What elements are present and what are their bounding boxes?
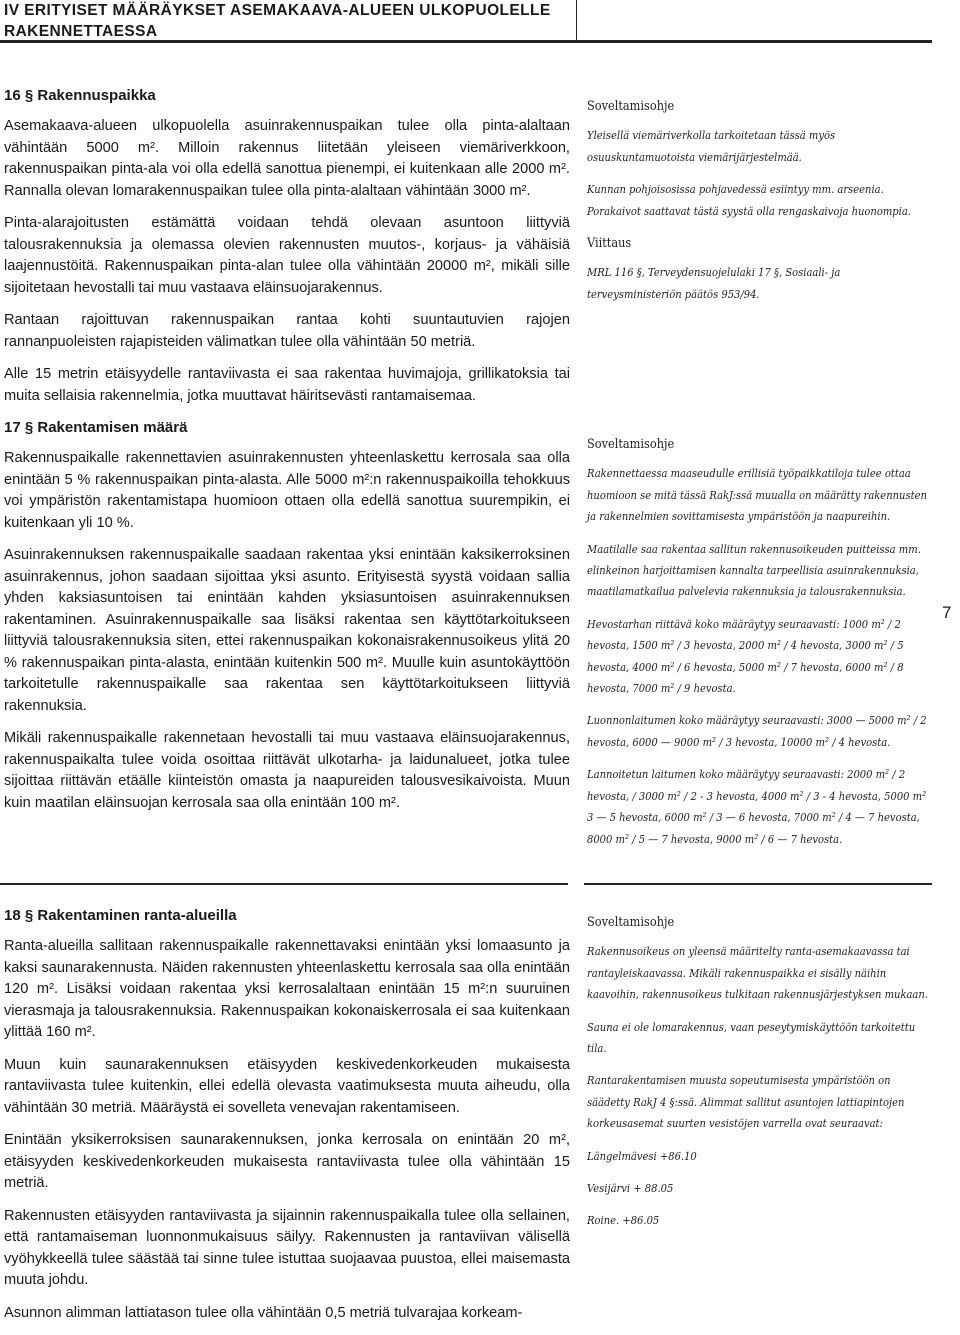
chapter-title-line2: RAKENNETTAESSA [4,23,158,40]
sections-16-17 [4,86,570,825]
side-note: Luonnonlaitumen koko määräytyy seuraavasti: 3000 — 5000 m² / 2 hevosta, 6000 — 9000 m² / 3 hevosta, 10000 m² / 4 hevosta. [587,713,927,749]
side-notes-16 [587,96,931,316]
side-note: Yleisellä viemäriverkolla tarkoitetaan tässä myös osuuskuntamuotoista viemärijärjestelmää. [587,128,836,164]
section-18-paragraph: Enintään yksikerroksisen saunarakennuksen, jonka kerrosala on enintään 20 m², etäisyyden keskivedenkorkeuden mukaisesta rantaviivasta tulee olla vähintään 15 metriä. [4,1132,570,1191]
chapter-title-line1: IV ERITYISET MÄÄRÄYKSET ASEMAKAAVA-ALUEEN ULKOPUOLELLE [4,2,551,19]
side-note: Rantarakentamisen muusta sopeutumisesta ympäristöön on säädetty RakJ 4 §:ssä. Alimmat sallitut asuntojen lattiapintojen korkeusasemat suurten vesistöjen varrella ovat seuraavat: [587,1073,905,1131]
section-16-paragraph: Pinta-alarajoitusten estämättä voidaan tehdä olevaan asuntoon liittyviä talousrakennuksia ja olemassa olevien rakennusten muutos-, korjaus- ja vähäisiä laajennustöitä. Rakennuspaikan pinta-alan tulee olla vähintään 20000 m², mikäli sille sijoitetaan hevostalli tai muu vastaava eläinsuojarakennus. [4,215,570,296]
side-note: Sauna ei ole lomarakennus, vaan peseytymiskäyttöön tarkoitettu tila. [587,1019,916,1056]
section-18 [4,906,570,1335]
side-note: MRL 116 §, Terveydensuojelulaki 17 §, Sosiaali- ja terveysministeriön päätös 953/94. [587,265,841,301]
section-16-heading: 16 § Rakennuspaikka [4,87,156,104]
top-rule [0,40,932,43]
section-17-paragraph: Asuinrakennuksen rakennuspaikalle saadaan rakentaa yksi enintään kaksikerroksinen asuinrakennus, johon saadaan sijoittaa yksi asunto. Erityisestä syystä voidaan sallia yhden kaksiasuntoisen tai enintään kahden yksiasuntoisen asuinrakennuksen rakentaminen. Asuinrakennuspaikalle saa lisäksi rakentaa sen käyttötarkoitukseen liittyviä talousrakennuksia siten, ettei rakennuspaikan kokonaisrakennusoikeus ylitä 20 % rakennuspaikan pinta-alasta, enintään kuitenkin 500 m². Muulle kuin asuntokäyttöön tarkoitetulle rakennuspaikalle saa rakentaa sen käyttötarkoitukseen liittyviä rakennuksia. [4,547,570,714]
side-note: Längelmävesi +86.10 [587,1148,697,1163]
side-note: Lannoitetun laitumen koko määräytyy seuraavasti: 2000 m² / 2 hevosta, / 3000 m² / 2 - 3 hevosta, 4000 m² / 3 - 4 hevosta, 5000 m² 3 — 5 hevosta, 6000 m² / 3 — 6 hevosta, 7000 m² / 4 — 7 hevosta, 8000 m² / 5 — 7 hevosta, 9000 m² / 6 — 7 hevosta. [587,767,927,846]
side-note: Kunnan pohjoisosissa pohjavedessä esiintyy mm. arseenia. Porakaivot saattavat tästä syystä olla rengaskaivoja huonompia. [587,182,911,218]
side-note: Maatilalle saa rakentaa sallitun rakennusoikeuden puitteissa mm. elinkeinon harjoittamisen kannalta tarpeellisia asuinrakennuksia, maatilamatkailua palvelevia rakennuksia ja talousrakennuksia. [587,541,921,599]
side-note: Roine. +86.05 [587,1213,660,1228]
side-notes-18 [587,912,931,1243]
chapter-header [4,0,574,42]
side-note: Vesijärvi + 88.05 [587,1181,674,1196]
side-note: Rakennettaessa maaseudulle erillisiä työpaikkatiloja tulee ottaa huomioon se mitä tässä RakJ:ssä muualla on määrätty rakennusten ja rakennelmien sovittamisesta ympäristöön ja naapureihin. [587,466,927,524]
section-18-paragraph: Ranta-alueilla sallitaan rakennuspaikalle rakennettavaksi enintään yksi lomaasunto ja kaksi saunarakennusta. Näiden rakennusten yhteenlaskettu kerrosala saa olla enintään 120 m². Lisäksi voidaan rakentaa yksi kerrosalaltaan enintään 15 m²:n suuruinen vierasmaja ja talousrakennuksia. Rakennuspaikan kokonaiskerrosala ei saa kuitenkaan ylittää 160 m². [4,938,570,1040]
section-16-paragraph: Rantaan rajoittuvan rakennuspaikan rantaa kohti suuntautuvien rajojen rannanpuoleisten rajapisteiden välimatkan tulee olla vähintään 50 metriä. [4,312,570,350]
side-label: Soveltamisohje [587,915,675,930]
page-number: 7 [942,603,952,622]
section-17-paragraph: Rakennuspaikalle rakennettavien asuinrakennusten yhteenlaskettu kerrosala saa olla enintään 5 % rakennuspaikan pinta-alasta. Alle 5000 m²:n rakennuspaikoilla tehokkuus voi ympäristön rakentamistapa huomioon ottaen olla edellä sanottua suurempikin, ei kuitenkaan yli 10 %. [4,450,570,531]
section-16-paragraph: Alle 15 metrin etäisyydelle rantaviivasta ei saa rakentaa huvimajoja, grillikatoksia tai muita sellaisia rakennelmia, jotka muuttavat häiritsevästi rantamaisemaa. [4,366,570,404]
section-18-heading: 18 § Rakentaminen ranta-alueilla [4,907,237,924]
section-18-paragraph: Muun kuin saunarakennuksen etäisyyden keskivedenkorkeuden mukaisesta rantaviivasta tulee kuitenkin, ellei edellä olevasta vaatimuksesta muuta aiheudu, olla vähintään 30 metriä. Määräystä ei sovelleta venevajan rakentamiseen. [4,1056,570,1116]
side-label: Soveltamisohje [587,437,675,452]
side-note: Hevostarhan riittävä koko määräytyy seuraavasti: 1000 m² / 2 hevosta, 1500 m² / 3 hevosta, 2000 m² / 4 hevosta, 3000 m² / 5 hevosta, 4000 m² / 6 hevosta, 5000 m² / 7 hevosta, 6000 m² / 8 hevosta, 7000 m² / 9 hevosta. [587,616,904,696]
section-divider [0,883,568,885]
section-17-paragraph: Mikäli rakennuspaikalle rakennetaan hevostalli tai muu vastaava eläinsuojarakennus, rakennuspaikalta tulee voida osoittaa riittävät ulkotarha- ja laidunalueet, jotka tulee sijoittaa riittävän etäälle kiinteistön omasta ja naapureiden talousvesikaivoista. Muun kuin maatilan eläinsuojan kerrosala saa olla enintään 100 m². [4,730,570,811]
side-label: Viittaus [587,236,632,252]
side-note: Rakennusoikeus on yleensä määritelty ranta-asemakaavassa tai rantayleiskaavassa. Mikäli rakennuspaikka ei sisälly näihin kaavoihin, rakennusoikeus tulkitaan rakennusjärjestyksen mukaan. [587,944,928,1002]
section-18-paragraph: Asunnon alimman lattiatason tulee olla vähintään 0,5 metriä tulvarajaa korkeam- [4,1304,523,1321]
section-17-heading: 17 § Rakentamisen määrä [4,419,188,436]
section-divider [584,883,932,885]
section-16-paragraph: Asemakaava-alueen ulkopuolella asuinrakennuspaikan tulee olla pinta-alaltaan vähintään 5000 m². Milloin rakennus liitetään yleiseen viemäriverkkoon, rakennuspaikan pinta-ala voi olla edellä sanottua pienempi, ei kuitenkaan alle 2000 m². Rannalla olevan lomarakennuspaikan tulee olla pinta-alaltaan vähintään 3000 m². [4,118,570,199]
side-notes-17 [587,434,931,861]
section-18-paragraph: Rakennusten etäisyyden rantaviivasta ja sijainnin rakennuspaikalla tulee olla sellainen, että rantamaiseman luonnonmukaisuus säilyy. Rakennusten ja rantaviivan välisellä vyöhykkeellä tulee säästää tai sinne tulee istuttaa suojaavaa puustoa, ellei maisemasta muuta johdu. [4,1207,570,1288]
header-divider [576,0,577,42]
side-label: Soveltamisohje [587,99,675,114]
